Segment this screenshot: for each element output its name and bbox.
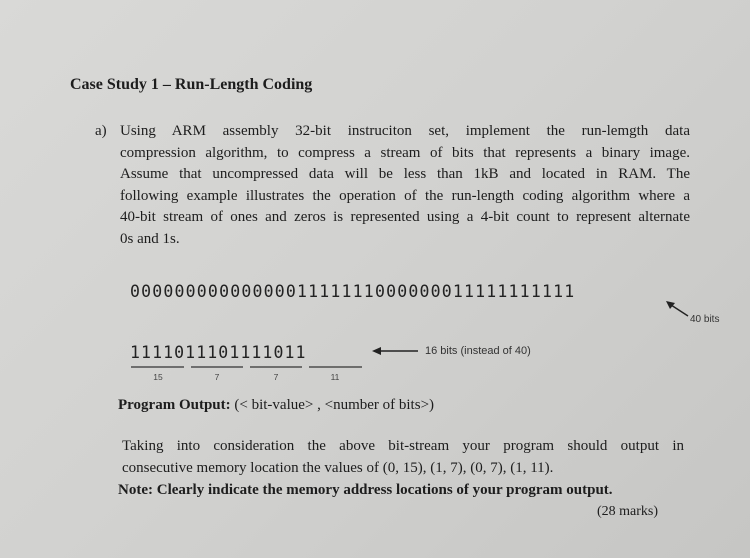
paragraph-line: 0s and 1s. (120, 230, 180, 247)
group-count-label: 15 (153, 372, 163, 382)
instruction-line: consecutive memory location the values of (0, 15), (1, 7), (0, 7), (1, 11). (122, 460, 554, 476)
paragraph-line: compression algorithm, to compress a stream of bits that represents a binary image. (120, 144, 690, 161)
program-output-label: Program Output: (118, 397, 231, 413)
instruction-line: Taking into consideration the above bit-stream your program should output in (122, 438, 684, 454)
part-a-paragraph (95, 121, 690, 250)
paragraph-line: Using ARM assembly 32-bit instruciton set, implement the run-lemgth data (120, 123, 690, 139)
compressed-group: 1011 (262, 343, 307, 362)
case-study-heading: Case Study 1 – Run-Length Coding (70, 76, 313, 93)
part-a-marker: a) (95, 123, 107, 139)
compressed-length-label: 16 bits (instead of 40) (425, 345, 531, 357)
program-output-format: (< bit-value> , <number of bits>) (234, 397, 435, 413)
paragraph-line: 40-bit stream of ones and zeros is represented using a 4-bit count to represent alternate (120, 209, 690, 225)
compressed-group: 0111 (174, 343, 219, 362)
sixteen-bits-arrow-icon (372, 347, 418, 355)
compressed-group: 0111 (218, 343, 263, 362)
compressed-group: 1111 (130, 343, 175, 362)
example-bitstream: 0000000000000001111111000000011111111111 (130, 282, 576, 301)
group-count-label: 7 (273, 372, 279, 382)
group-count-label: 7 (214, 372, 220, 382)
bitstream-length-label: 40 bits (690, 314, 720, 325)
group-count-label: 11 (330, 372, 340, 382)
paragraph-line: following example illustrates the operation of the run-length coding algorithm where a (120, 187, 690, 204)
note-text: Note: Clearly indicate the memory address locations of your program output. (118, 482, 613, 498)
marks-label: (28 marks) (597, 504, 659, 519)
compressed-bitstream (130, 343, 307, 362)
paragraph-line: Assume that uncompressed data will be less than 1kB and located in RAM. The (120, 166, 690, 182)
forty-bits-arrow-icon (666, 301, 688, 316)
program-output-spec (118, 397, 434, 414)
